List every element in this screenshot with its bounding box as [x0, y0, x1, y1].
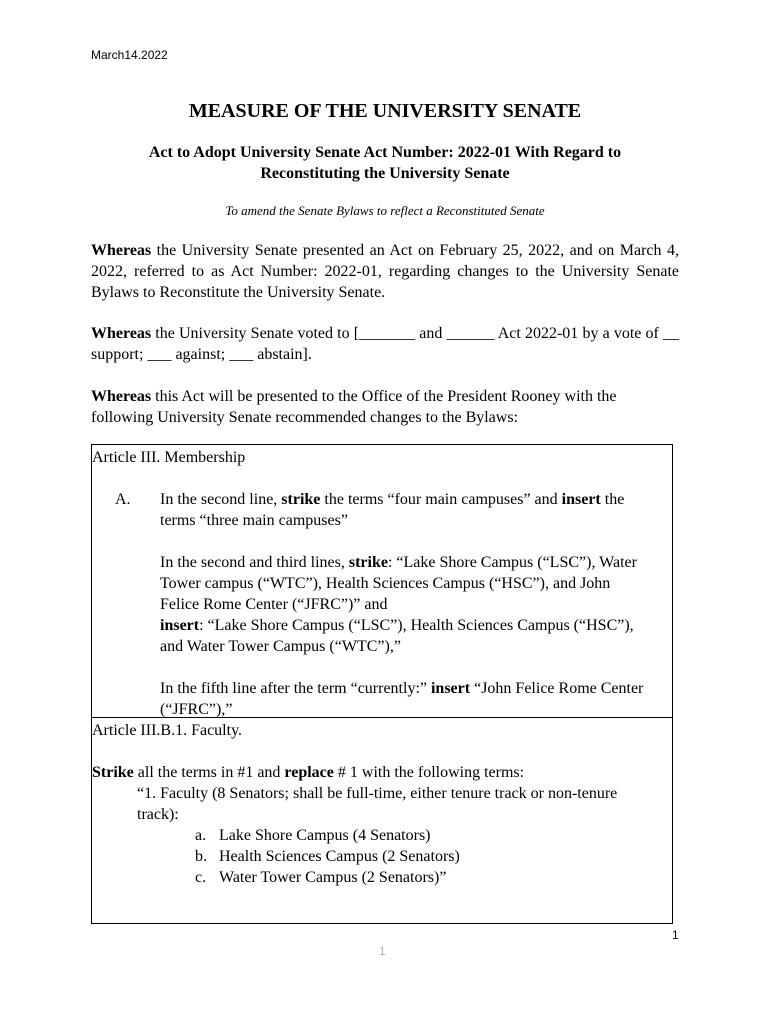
amendment-text: Tower campus (“WTC”), Health Sciences Campus (“HSC”), and John [160, 575, 611, 592]
amendment-text: the terms “four main campuses” and [320, 491, 562, 508]
campus-list-item [195, 825, 431, 846]
page-number-faint: 1 [379, 944, 386, 958]
strike-keyword: strike [348, 554, 388, 571]
strike-replace-instruction [92, 762, 524, 783]
insert-keyword: insert [160, 617, 200, 634]
amendment-text: # 1 with the following terms: [333, 764, 525, 781]
whereas-label: Whereas [91, 242, 152, 259]
campus-text: Lake Shore Campus (4 Senators) [219, 827, 431, 844]
campus-list-item [195, 867, 446, 888]
document-subtitle [100, 142, 670, 184]
whereas-text: the University Senate voted to [_______ and ______ Act 2022-01 by a vote of __ support; ___ against; ___ abstain]. [91, 325, 679, 363]
whereas-paragraph-3 [91, 386, 679, 428]
faculty-definition [137, 783, 669, 825]
amendment-text: all the terms in #1 and [133, 764, 285, 781]
subtitle-line: Act to Adopt University Senate Act Number: 2022-01 With Regard to [148, 144, 622, 161]
article-iii-membership-box [91, 444, 673, 717]
list-marker: a. [195, 827, 207, 844]
article-iii-b1-faculty-box [91, 717, 673, 924]
insert-keyword: insert [430, 680, 471, 697]
amendment-text: : “Lake Shore Campus (“LSC”), Health Sciences Campus (“HSC”), [199, 617, 634, 634]
amendment-text: : “Lake Shore Campus (“LSC”), Water [387, 554, 637, 571]
page-number: 1 [672, 928, 679, 942]
campus-list-item [195, 846, 460, 867]
amendment-text: “John Felice Rome Center [470, 680, 644, 697]
amendment-text: (“JFRC”),” [160, 701, 233, 718]
strike-keyword: Strike [92, 764, 134, 781]
document-title: MEASURE OF THE UNIVERSITY SENATE [188, 100, 582, 122]
amendment-text: In the second and third lines, [160, 554, 349, 571]
amendment-text: In the second line, [160, 491, 282, 508]
whereas-text: the University Senate presented an Act on February 25, 2022, and on March 4, 2022, referred to as Act Number: 2022-01, regarding changes to the University Senate Bylaws to Reconstitute the University Senate. [91, 242, 679, 301]
subtitle-line: Reconstituting the University Senate [260, 165, 510, 182]
article-iii-b1-title: Article III.B.1. Faculty. [92, 722, 243, 739]
whereas-text: this Act will be presented to the Office of the President Rooney with the [151, 388, 617, 405]
item-marker: A. [115, 491, 131, 508]
document-date: March14.2022 [91, 48, 168, 62]
amendment-text: terms “three main campuses” [160, 512, 348, 529]
insert-keyword: insert [561, 491, 601, 508]
amendment-text: Felice Rome Center (“JFRC”)” and [160, 596, 388, 613]
whereas-label: Whereas [91, 388, 152, 405]
list-marker: b. [195, 848, 207, 865]
whereas-paragraph-2 [91, 323, 679, 365]
amendment-text: “1. Faculty (8 Senators; shall be full-time, either tenure track or non-tenure [137, 785, 618, 802]
replace-keyword: replace [284, 764, 334, 781]
purpose-statement: To amend the Senate Bylaws to reflect a Reconstituted Senate [225, 203, 545, 218]
campus-text: Health Sciences Campus (2 Senators) [219, 848, 460, 865]
whereas-paragraph-1 [91, 240, 679, 303]
whereas-text: following University Senate recommended changes to the Bylaws: [91, 409, 519, 426]
article-iii-title: Article III. Membership [92, 449, 246, 466]
list-marker: c. [195, 869, 207, 886]
whereas-label: Whereas [91, 325, 152, 342]
campus-text: Water Tower Campus (2 Senators)” [219, 869, 447, 886]
amendment-text: the [600, 491, 625, 508]
strike-keyword: strike [281, 491, 321, 508]
amendment-text: track): [137, 806, 179, 823]
amendment-text: and Water Tower Campus (“WTC”),” [160, 638, 401, 655]
amendment-text: In the fifth line after the term “currently:” [160, 680, 431, 697]
